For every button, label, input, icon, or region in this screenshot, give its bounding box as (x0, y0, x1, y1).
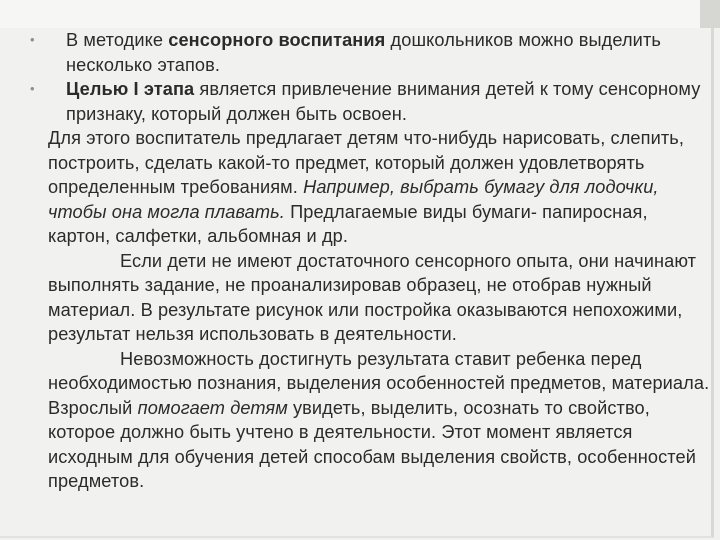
paragraph-1-text: Для этого воспитатель предлагает детям что-нибудь нарисовать, слепить, построить, сделать какой-то предмет, который должен удовлетворять определенным требованиям. (48, 128, 685, 197)
slide-content (30, 28, 712, 494)
slide-accent-block (700, 0, 720, 28)
paragraph-3-text: Невозможность достигнуть результата ставит ребенка перед необходимостью познания, выделения особенностей предметов, материала. Взрослый (48, 348, 710, 418)
bullet-1-suffix: дошкольников можно выделить несколько этапов. (66, 30, 661, 75)
paragraph-2 (48, 249, 712, 347)
bullet-2-bold: Целью I этапа (66, 79, 195, 99)
bullet-icon: • (30, 32, 35, 47)
paragraph-1-suffix: Предлагаемые виды бумаги- папиросная, картон, салфетки, альбомная и др. (48, 201, 648, 246)
bullet-1-bold: сенсорного воспитания (168, 30, 386, 50)
bullet-2-suffix: является привлечение внимания детей к тому сенсорному признаку, который должен быть освоен. (66, 79, 701, 124)
paragraph-1-example: Например, выбрать бумагу для лодочки, чтобы она могла плавать. (48, 177, 659, 222)
paragraph-2-text: Если дети не имеют достаточного сенсорного опыта, они начинают выполнять задание, не проанализировав образец, не отобрав нужный материал. В результате рисунок или постройка оказываются непохожими, результат нельзя использовать в деятельности. (48, 250, 697, 344)
paragraph-3-italic: помогает детям (137, 397, 288, 418)
paragraph-1 (48, 126, 712, 249)
bullet-item-2 (30, 77, 712, 126)
paragraph-3-suffix: увидеть, выделить, осознать то свойство, которое должно быть учтено в деятельности. Этот момент является исходным для обучения детей способам выделения свойств, особенностей предметов. (48, 397, 696, 491)
bullet-icon: • (30, 81, 35, 96)
paragraph-3 (48, 347, 712, 494)
bullet-1-prefix: В методике (66, 30, 169, 50)
bullet-item-1 (30, 28, 712, 77)
slide-header-bar (0, 0, 720, 28)
